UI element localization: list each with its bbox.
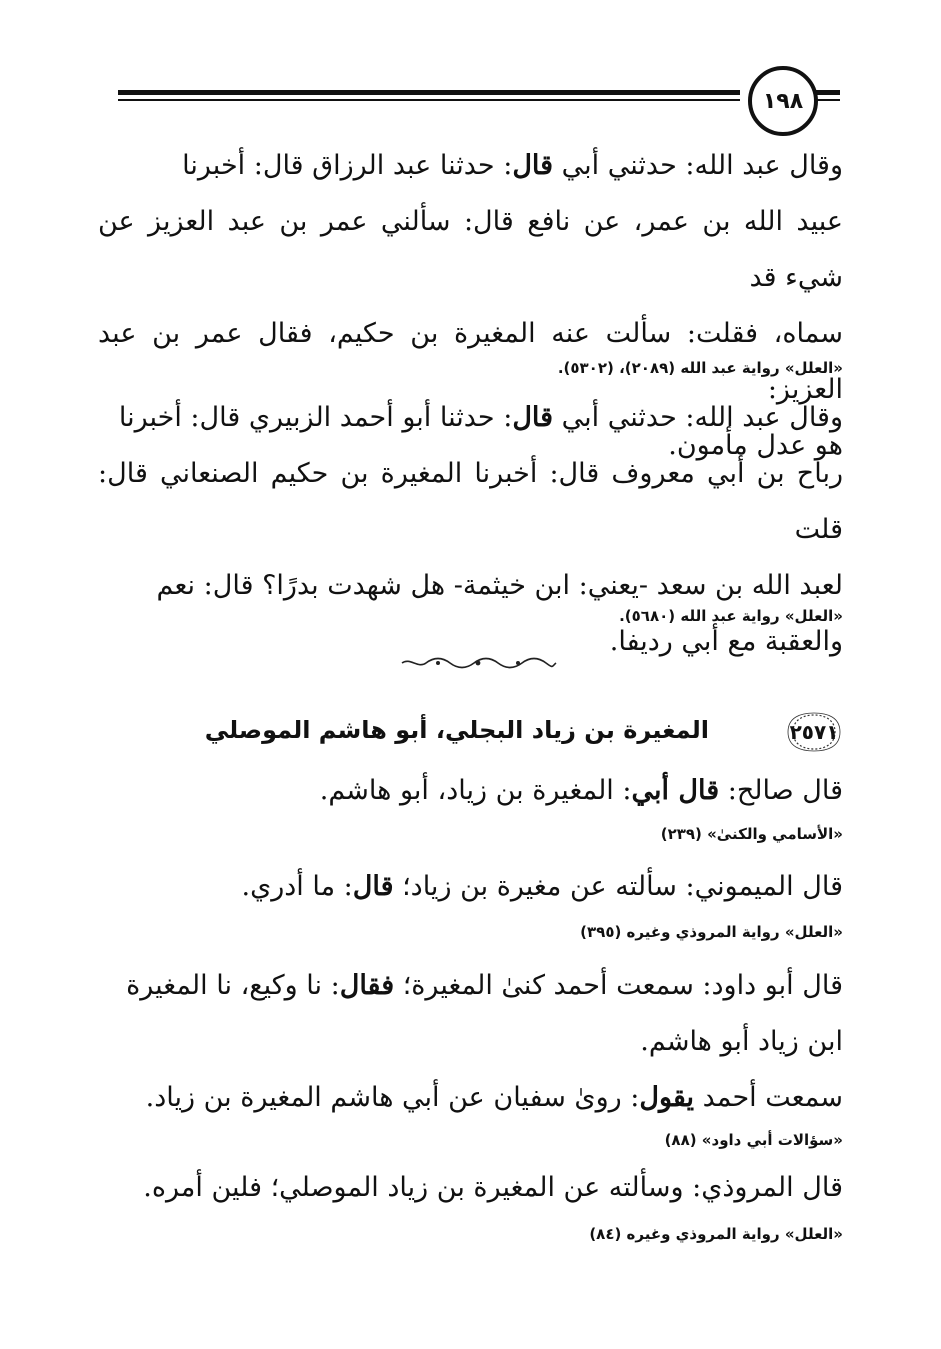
source-citation: «الأسامي والكنىٰ» (٢٣٩) xyxy=(660,825,843,843)
source-citation: «العلل» رواية المروذي وغيره (٣٩٥) xyxy=(580,923,843,941)
entry-number: ٢٥٧١ xyxy=(789,720,839,744)
text-segment: قال أبو داود: سمعت أحمد كنىٰ المغيرة؛ xyxy=(394,970,843,1001)
text-line xyxy=(98,859,843,915)
page-number: ١٩٨ xyxy=(748,66,818,136)
text-segment: : روىٰ سفيان عن أبي هاشم المغيرة بن زياد. xyxy=(145,1082,640,1113)
narration-paragraph xyxy=(98,390,843,670)
text-segment: وقال عبد الله: حدثني أبي xyxy=(553,150,843,181)
bold-keyword: يقول xyxy=(639,1082,695,1113)
text-segment: : حدثنا أبو أحمد الزبيري قال: أخبرنا xyxy=(118,402,513,433)
text-line xyxy=(98,138,843,194)
narration-paragraph xyxy=(98,1160,843,1216)
text-segment: قال الميموني: سألته عن مغيرة بن زياد؛ xyxy=(393,871,843,902)
text-segment: : ما أدري. xyxy=(241,871,353,902)
text-segment: وقال عبد الله: حدثني أبي xyxy=(553,402,843,433)
page-header xyxy=(118,66,840,146)
bold-keyword: فقال xyxy=(339,970,395,1001)
header-rule xyxy=(118,90,740,95)
text-line xyxy=(98,763,843,819)
bold-keyword: قال xyxy=(512,402,554,433)
text-line xyxy=(98,1070,843,1126)
text-line xyxy=(98,1014,843,1070)
text-line xyxy=(98,446,843,558)
header-rule-right-thin xyxy=(816,99,840,101)
bold-keyword: قال xyxy=(512,150,554,181)
entry-title: المغيرة بن زياد البجلي، أبو هاشم الموصلي xyxy=(204,716,709,744)
header-rule-thin xyxy=(118,99,740,101)
text-segment: لعبد الله بن سعد -يعني: ابن خيثمة- هل شهدت بدرًا؟ قال: نعم xyxy=(156,570,843,601)
text-line xyxy=(98,194,843,306)
text-segment: رباح بن أبي معروف قال: أخبرنا المغيرة بن حكيم الصنعاني قال: قلت xyxy=(98,458,843,545)
text-segment: قال صالح: xyxy=(719,775,843,806)
source-citation: «العلل» رواية المروذي وغيره (٨٤) xyxy=(589,1225,843,1243)
entry-number-badge xyxy=(785,712,843,752)
text-segment: : حدثنا عبد الرزاق قال: أخبرنا xyxy=(182,150,513,181)
text-line xyxy=(98,1160,843,1216)
source-citation: «سؤالات أبي داود» (٨٨) xyxy=(664,1131,843,1149)
text-segment: : المغيرة بن زياد، أبو هاشم. xyxy=(319,775,632,806)
source-citation: «العلل» رواية عبد الله (٥٦٨٠). xyxy=(619,607,843,625)
text-line xyxy=(98,390,843,446)
bold-keyword: قال أبي xyxy=(631,775,720,806)
text-segment: سمعت أحمد xyxy=(694,1082,843,1113)
text-segment: هو عدل مأمون. xyxy=(668,430,843,461)
narration-paragraph xyxy=(98,763,843,819)
text-segment: والعقبة مع أبي رديفا. xyxy=(609,626,843,657)
narration-paragraph xyxy=(98,859,843,915)
text-line xyxy=(98,958,843,1014)
text-segment: قال المروذي: وسألته عن المغيرة بن زياد الموصلي؛ فلين أمره. xyxy=(143,1172,843,1203)
text-segment: : نا وكيع، نا المغيرة xyxy=(126,970,340,1001)
narration-paragraph xyxy=(98,958,843,1126)
text-segment: سماه، فقلت: سألت عنه المغيرة بن حكيم، فقال عمر بن عبد العزيز: xyxy=(98,318,843,405)
text-segment: عبيد الله بن عمر، عن نافع قال: سألني عمر بن عبد العزيز عن شيء قد xyxy=(98,206,843,293)
text-segment: ابن زياد أبو هاشم. xyxy=(640,1026,843,1057)
bold-keyword: قال xyxy=(352,871,394,902)
header-rule-right xyxy=(816,90,840,95)
ornament-divider xyxy=(398,656,558,670)
source-citation: «العلل» رواية عبد الله (٢٠٨٩)، (٥٣٠٢). xyxy=(557,359,843,377)
